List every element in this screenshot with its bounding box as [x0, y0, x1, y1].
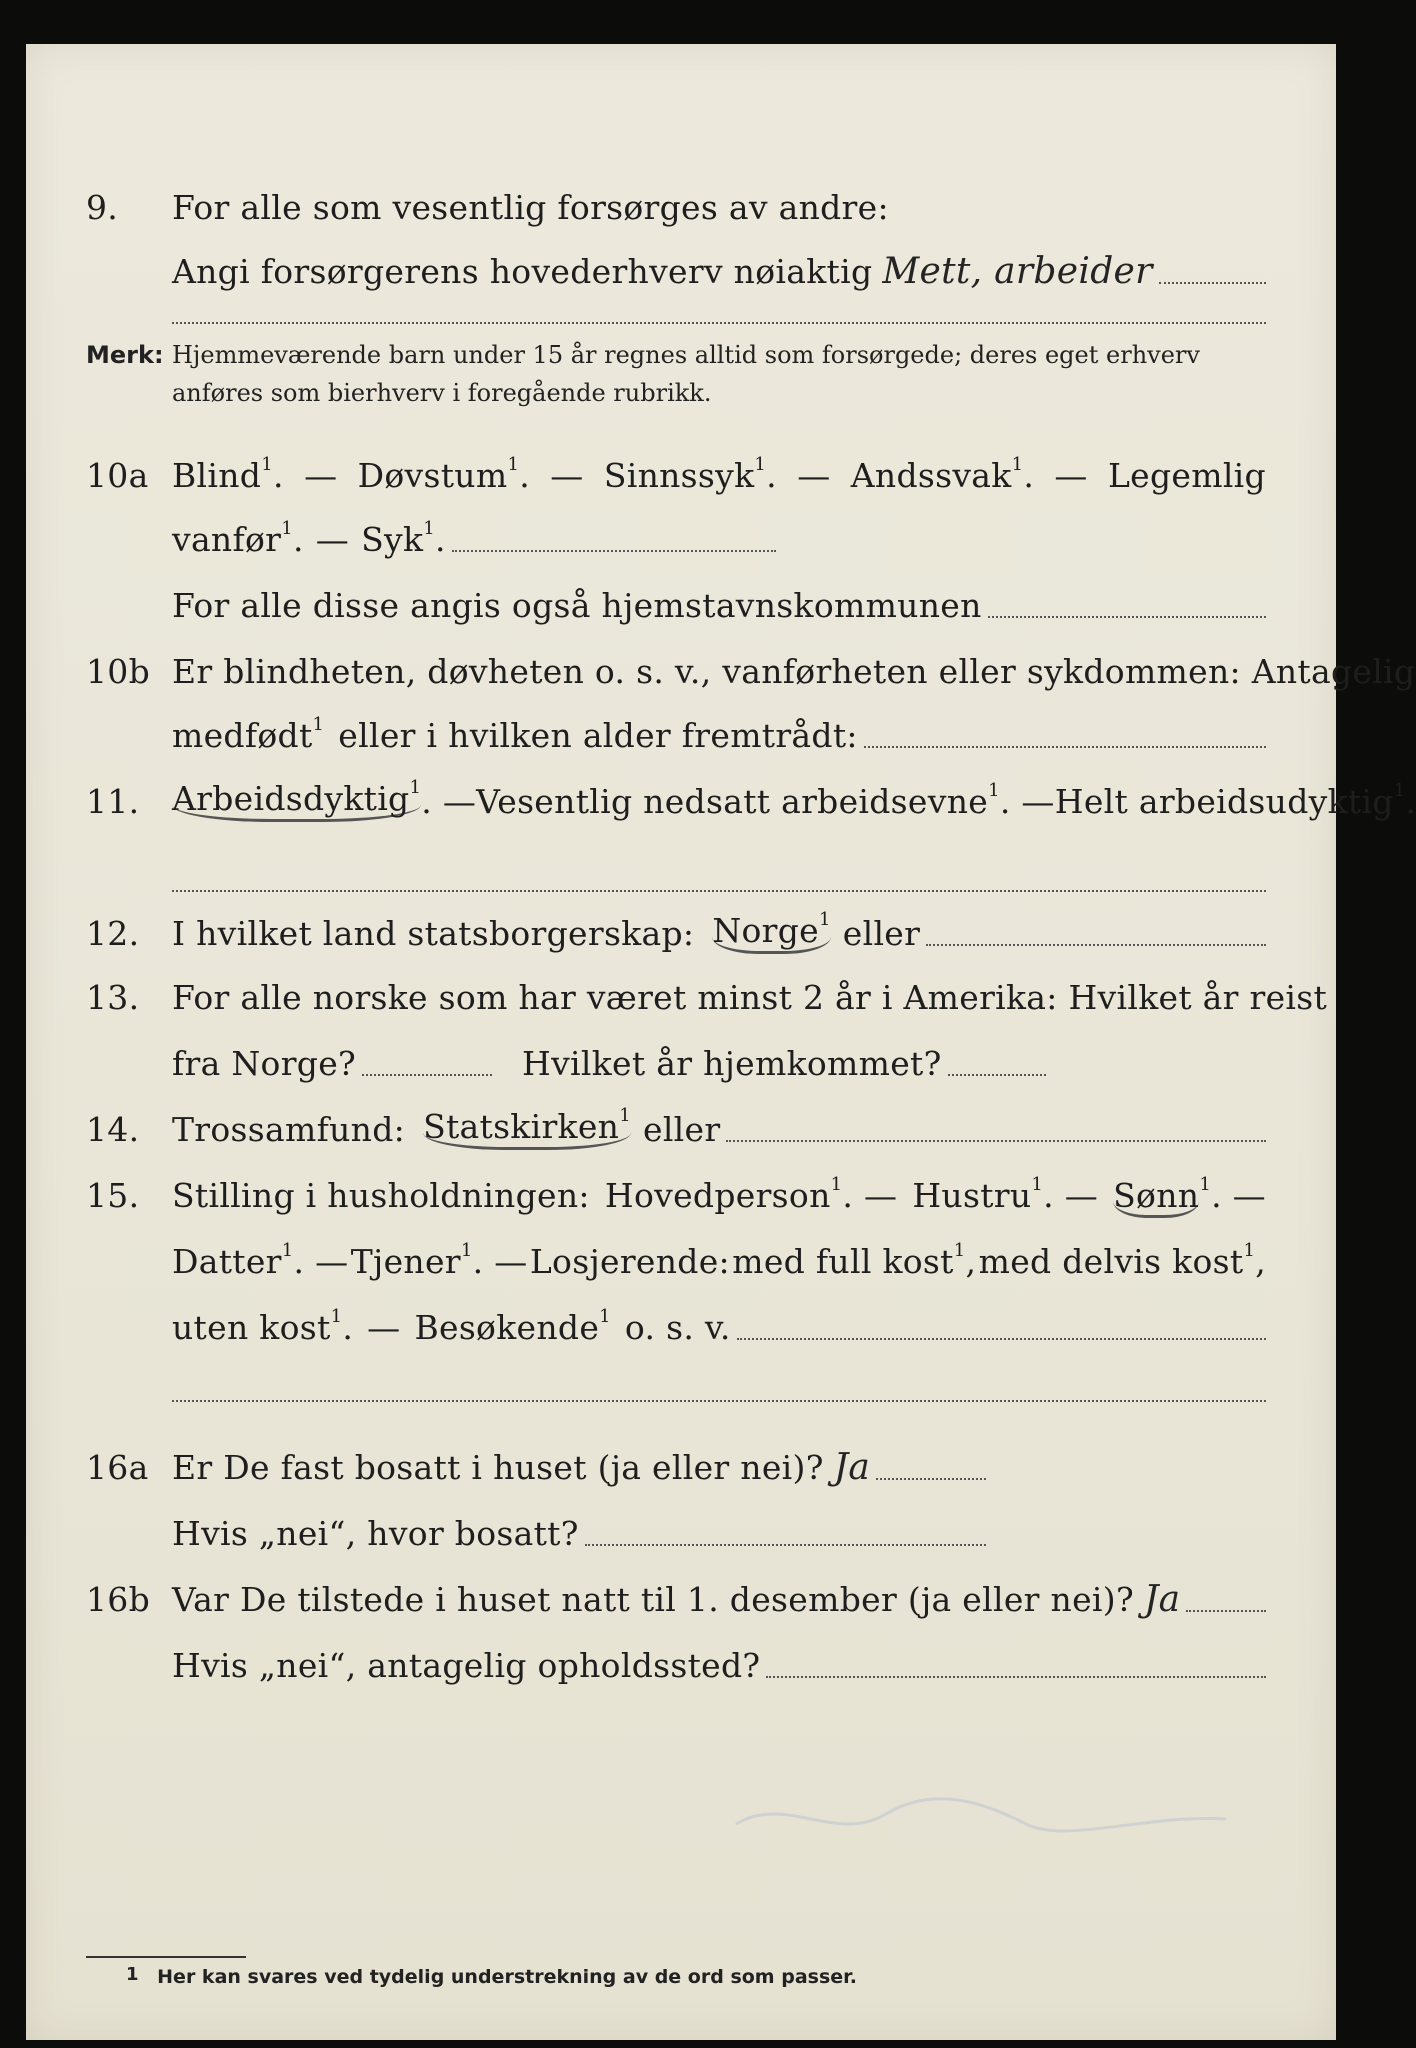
q12-text: I hvilket land statsborgerskap:: [172, 914, 695, 953]
q13-left-line: [362, 1073, 492, 1076]
q10b-text: Er blindheten, døvheten o. s. v., vanførheten eller sykdommen: Antagelig: [172, 652, 1416, 691]
opt-andssvak: Andssvak: [850, 456, 1012, 495]
q10a-hometown-label: For alle disse angis også hjemstavnskommunen: [172, 586, 982, 625]
q10b-age-line: [864, 745, 1266, 748]
q10a-hometown-line: [988, 615, 1266, 618]
note-text: Hjemmeværende barn under 15 år regnes alltid som forsørgede; deres eget erhverv anføres som bierhverv i foregående rubrikk.: [172, 341, 1200, 407]
q16b-line2: [26, 1642, 1336, 1690]
opt-norge: Norge: [712, 911, 819, 950]
opt-besokende: Besøkende: [414, 1308, 600, 1347]
q9-answer: Mett, arbeider: [882, 251, 1153, 292]
q12-eller: eller: [842, 914, 921, 953]
q11-number: 11.: [86, 782, 140, 821]
q9-question: Angi forsørgerens hovederhverv nøiaktig: [172, 252, 873, 291]
q16b-answer-line: [1186, 1609, 1266, 1612]
q10a-number: 10a: [86, 456, 149, 495]
q13-return-label: Hvilket år hjemkommet?: [522, 1044, 942, 1083]
q13-return-line: [948, 1073, 1046, 1076]
q10b-line1: [26, 648, 1416, 696]
opt-hovedperson: Hovedperson: [604, 1176, 831, 1215]
q15-extra-line: [172, 1400, 1266, 1402]
opt-syk: Syk: [361, 520, 424, 559]
q13-line2: [26, 1040, 1336, 1088]
q10b-line2: medfødt$^1$ eller i hvilken alder fremtrådt:: [26, 712, 1336, 760]
q15-other-line: [737, 1337, 1266, 1340]
q14-line: 14. Trossamfund: Statskirken$^1$ eller: [26, 1106, 1336, 1154]
opt-medfodt: medfødt: [172, 716, 313, 755]
opt-sinnssyk: Sinnssyk: [603, 456, 755, 495]
q9-text: For alle som vesentlig forsørges av andre:: [172, 188, 889, 227]
q15-osv: o. s. v.: [624, 1308, 731, 1347]
q9-answer-line: [1159, 281, 1266, 284]
q15-number: 15.: [86, 1176, 140, 1215]
footnote-mark: 1: [126, 1964, 139, 1985]
q11-extra-line: [172, 890, 1266, 892]
q12-other-line: [926, 943, 1266, 946]
q16a-where-line: [585, 1543, 986, 1546]
opt-vanfor: vanfør: [172, 520, 282, 559]
q12-line: 12. I hvilket land statsborgerskap: Norge$^1$ eller: [26, 910, 1336, 958]
q15-line3: uten kost$^1$. — Besøkende$^1$ o. s. v.: [26, 1304, 1336, 1352]
q10b-age-label: eller i hvilken alder fremtrådt:: [338, 716, 858, 755]
q15-line2: Datter$^1$. — Tjener$^1$. — Losjerende: med full kost$^1$, med delvis kost$^1$,: [172, 1240, 1266, 1281]
footnote: [126, 1966, 857, 1988]
opt-blind: Blind: [172, 456, 262, 495]
q10a-line2: vanfør$^1$. — Syk$^1$.: [26, 516, 1336, 564]
q14-eller: eller: [642, 1110, 721, 1149]
q16b-where-label: Hvis „nei“, antagelig opholdssted?: [172, 1646, 761, 1685]
opt-dovstum: Døvstum: [357, 456, 508, 495]
q16b-where-line: [766, 1675, 1266, 1678]
note-label: Merk:: [86, 341, 164, 369]
q16a-number: 16a: [86, 1448, 149, 1487]
q12-number: 12.: [86, 914, 140, 953]
opt-statskirken: Statskirken: [423, 1107, 620, 1146]
q9-line1: [26, 184, 1336, 232]
q16b-number: 16b: [86, 1580, 151, 1619]
q9-number: 9.: [86, 188, 119, 227]
q9-line2: [26, 248, 1336, 296]
opt-hustru: Hustru: [912, 1176, 1032, 1215]
opt-legemlig: Legemlig: [1107, 456, 1266, 495]
footnote-text: Her kan svares ved tydelig understrekning av de ord som passer.: [157, 1966, 858, 1988]
q16b-answer: Ja: [1143, 1579, 1181, 1620]
q16b-line1: [26, 1576, 1336, 1624]
opt-sonn: Sønn: [1113, 1176, 1199, 1218]
q16a-line1: [26, 1444, 1336, 1492]
opt-udyktig: Helt arbeidsudyktig: [1054, 782, 1394, 821]
q9-extra-line: [172, 322, 1266, 324]
q10a-line1: 10a Blind$^1$. — Døvstum$^1$. — Sinnssyk$^1$. — Andssvak$^1$. — Legemlig: [86, 454, 1266, 495]
footnote-rule: [86, 1956, 246, 1958]
opt-nedsatt: Vesentlig nedsatt arbeidsevne: [476, 782, 989, 821]
opt-losjerende: Losjerende:: [529, 1242, 730, 1281]
q13-number: 13.: [86, 978, 140, 1017]
form-page: [26, 44, 1416, 2040]
q15-text: Stilling i husholdningen:: [172, 1176, 590, 1215]
q14-text: Trossamfund:: [172, 1110, 406, 1149]
q14-number: 14.: [86, 1110, 140, 1149]
q10a-line2-fill: [452, 549, 776, 552]
q16a-answer-line: [876, 1477, 986, 1480]
opt-datter: Datter: [172, 1242, 282, 1281]
q11-line: 11. Arbeidsdyktig$^1$ . — Vesentlig nedsatt arbeidsevne$^1$. — Helt arbeidsudyktig$^1$.: [86, 777, 1416, 821]
q10b-number: 10b: [86, 652, 151, 691]
q16a-where-label: Hvis „nei“, hvor bosatt?: [172, 1514, 579, 1553]
q16a-text: Er De fast bosatt i huset (ja eller nei)?: [172, 1448, 824, 1487]
opt-arbeidsdyktig: Arbeidsdyktig: [172, 779, 410, 818]
q15-line1: 15. Stilling i husholdningen: Hovedperson$^1$. — Hustru$^1$. — Sønn$^1$. —: [26, 1172, 1336, 1220]
q10a-line3: [26, 582, 1336, 630]
q16a-answer: Ja: [833, 1447, 871, 1488]
q14-other-line: [726, 1139, 1266, 1142]
opt-uten-kost: uten kost: [172, 1308, 331, 1347]
note-block: [86, 336, 1266, 412]
q13-text: For alle norske som har været minst 2 år i Amerika: Hvilket år reist: [172, 978, 1328, 1017]
q13-line1: [26, 974, 1336, 1022]
q16a-line2: [26, 1510, 1336, 1558]
opt-delvis-kost: med delvis kost: [978, 1242, 1244, 1281]
q13-left-label: fra Norge?: [172, 1044, 357, 1083]
opt-full-kost: med full kost: [732, 1242, 954, 1281]
q16b-text: Var De tilstede i huset natt til 1. desember (ja eller nei)?: [172, 1580, 1134, 1619]
opt-tjener: Tjener: [350, 1242, 461, 1281]
bleed-through-scribble: [726, 1784, 1246, 1864]
